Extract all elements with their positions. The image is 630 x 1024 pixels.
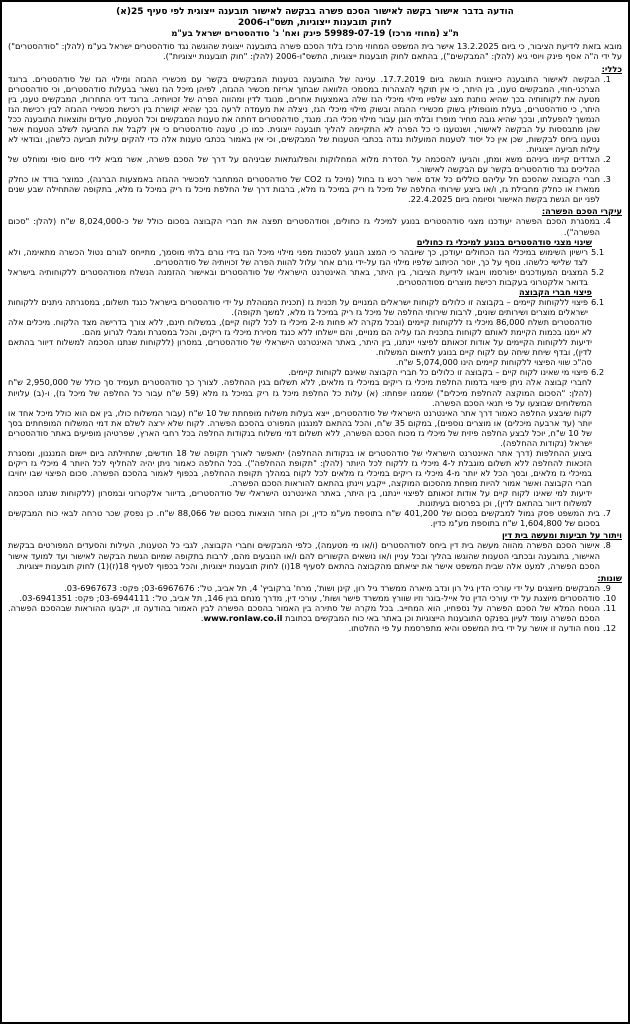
clause-number: 4. — [603, 216, 611, 227]
clause-6-2-paragraph: לקוח שיבצע החלפה כאמור דרך אתר האינטרנט הישראלי של סודהסטרים, ייצא בעלות משלוח מופחתת של 10 ש"ח (עבור המשלוח כולו, בין אם הוא כולל מיכל אחד או יותר (עד ארבעה מיכלים) או מוצרים נוספים), במקום 35 ש"ח, והכל בהתאם למנגנון המפורט בהסכם הפשרה. לקוח שלא ירצה לשלם את דמי המשלוח המופחתים בסך של 10 ש"ח, יוכל לבצע החלפה פיזית של מיכלי גז מכוח הסכם הפשרה, ללא תשלום דמי משלוח בנקודות החלפה בכל רחבי הארץ, שפרטיהן מופיעים באתר סודהסטרים ישראל (נקודות ההחלפה). — [8, 407, 592, 448]
clause-text: פיצוי ללקוחות קיימים – בקבוצה זו כלולים לקוחות ישראלים המנויים על תכנית גז (תכנית המנוהלת על ידי סודהסטרים בישראל כנגד תשלום, במסגרתה ניתנים ללקוחות ישראלים מוצרים ושירותים שונים, לרבות שירותי החלפה של מיכל גז ריק במיכל גז מלא, למשך תקופה). — [8, 296, 588, 318]
website-link[interactable]: www.ronlaw.co.il — [203, 612, 283, 623]
clause-number: 3. — [603, 174, 611, 185]
clause-6-2-paragraph: ביצוע ההחלפות (דרך אתר האינטרנט הישראלי של סודהסטרים או בנקודות ההחלפה) יתאפשר לאורך תקופה של 18 חודשים, שתחילתה ביום יישום המנגנון, ומסגרת הזכאות להחלפה ללא תשלום מוגבלת ל-4 מיכלי גז ללקוח לכל היותר (להלן: "תקופת ההחלפה"). בכל החלפה כאמור ניתן יהיה להחליף לכל היותר 4 מיכלי גז ריקים במיכלי גז מלאים, ובסך הכל לא יותר מ-4 מיכלי גז ריקים במיכלי גז מלאים לכל לקוח במהלך תקופת ההחלפה, בכפוף לאמור בהסכם הפשרה. סכום הפיצוי שבו יחויבו חברי הקבוצה ואשר אמור להיות מופחת מהסכום המוקצה, ייקבע ויינתן בהתאם להוראות הסכם הפשרה. — [8, 447, 592, 489]
clause-text: חברי הקבוצה שהסכם חל עליהם כוללים כל אדם אשר רכש גז בחול (מיכל גז CO2 של סודהסטרים המתחבר למכשיר ההגזה באמצעות הברגה), כמוצר בודד או כחלק ממארז או כחלק מחבילת גז, ו/או ביצע שירותי החלפה של מיכל גז ריק במיכל גז מלא, ברבות דרך של החלפת מיכל גז ריק במיכל גז מלא, בתקופה שהתחילה שבע שנים לפני יום הגשת בקשת האישור וסיומה ביום 22.4.2025. — [8, 174, 600, 205]
clause-4 — [8, 216, 622, 236]
clause-6-1-paragraph: סודהסטרים תשלח 86,000 מיכלי גז ללקוחות קיימים (ובכל מקרה לא פחות מ-2 מיכלי גז לכל לקוח קיים), במשלוח חינם, ללא צורך בדרישה מצד הלקוח. מיכלים אלה לא יימנו בכמות הקיימת לאותם לקוחות בתכנית הגז עליה הם מנויים, והם יישלחו ללא כנגד מסירת מיכלי גז ריקים, והכל במסגרת ומבלי לגרוע מהם. — [8, 317, 592, 338]
clause-text: הבקשה לאישור התובענה כייצוגית הוגשה ביום 17.7.2019. עניינה של התובענה בטענות המבקשים בקשר עם מכשירי ההגזה ומילוי הגז של סודהסטרים. ברוגד הצרכני-חוזי, המבקשים טענו, בין היתר, כי אין תוקף להצהרות במסמכי הלוואה שבתוך אריזת מכשיר ההגזה, לפיהן מיכל הגז נשאר בבעלות סודהסטרים, וכי סודהסטרים מטעה את לקוחותיה בכך שהיא נותנת מצג שלפיו מילוי מיכלי הגז שלה באמצעות אחרים, מנוגד לדין ומהווה הפרה של זכויותיה. ברוגד דיני התחרות, המבקשים טענו, בין היתר, כי סודהסטרים, בעלת מונופולין בשוק מכשירי ההגזה ובשוק מילוי מיכלי הגז, ניצלה את מעמדה לרעה בכך שהיא קושרת בין רכישת מכשירי ההגזה לבין רכישת הגז הנמשך להפעלתו, ובכך שהיא גובה מחיר מופרז ובלתי הוגן עבור מילוי מכלי הגז. מנגד, סודהסטרים דחתה את טענות המבקשים וכל הטענות, סעדים ותוצאות התובענה ככל שהן מתבססות על הבקשה לאישור, ושנטענו כי כל הפרה לא התקיימה להליך תובענה ייצוגית. כמו כן, טענה סודהסטרים כי אין לקבל את התביעה לשלב הטענות אשר נטענו ביחס לבקשות, שכן אין כל יסוד לטענות המועלות נגדה בכתבי הטענות של המבקשים, וכי אין באמור בכתבי טענות אלה כדי להקים עילות תביעה כלשהן, ובודאי לא עילות תביעה ייצוגיות. — [8, 73, 600, 155]
subheading-compensation: פיצוי חברי הקבוצה — [518, 286, 592, 297]
clause-12 — [8, 623, 622, 633]
clause-3 — [8, 174, 622, 204]
clause-10 — [8, 593, 622, 603]
notice-title: הודעה בדבר אישור בקשה לאישור הסכם פשרה בבקשה לאישור תובענה ייצוגית לפי סעיף 25(א) — [116, 7, 514, 17]
clause-5-2 — [8, 267, 622, 287]
clause-number: 2. — [603, 154, 611, 165]
case-caption: ת"צ (מחוזי מרכז) 59989-07-19 פינק ואח' נ' סודהסטרים ישראל בע"מ — [171, 28, 459, 39]
clause-9 — [8, 583, 622, 593]
section-heading-waiver: ויתור על תביעות ומעשה בית דין — [501, 530, 622, 541]
clause-text: הנוסח המלא של הסכם הפשרה על נספחיו, הוא המחייב. בכל מקרה של סתירה בין האמור בהסכם הפשרה לבין האמור בהודעה זו, יקבעו ההוראות שבהסכם הפשרה. הסכם הפשרה עומד לעיון בפנקס התובענות הייצוגיות וכן באתר באי כוח המבקשים בכתובת — [8, 602, 600, 623]
clause-number: 12. — [603, 622, 617, 633]
clause-number: 8. — [603, 540, 611, 551]
intro-paragraph: מובא בזאת לידיעת הציבור, כי ביום 13.2.2025 אישר בית המשפט המחוזי מרכז בלוד הסכם פשרה בתובענה ייצוגית שהוגשה נגד סודהסטרים ישראל בע"מ (להלן: "סודהסטרים") על ידי ה"ה אסף פינק ויוסי גיא (להלן: "המבקשים"), בהתאם לחוק תובענות ייצוגיות, התשס"ו-2006 (להלן: "חוק תובענות ייצוגיות"). — [8, 41, 622, 62]
clause-text: הצדדים קיימו ביניהם משא ומתן, והגיעו להסכמה על הסדרת מלוא המחלוקות והפלוגתאות שביניהם על דרך של הסכם פשרה, אשר מביא לידי סיום סופי ומוחלט של ההליכים נגד סודהסטרים בקשר עם הבקשה לאישור. — [8, 154, 600, 175]
clause-number: 6.2 — [591, 367, 605, 378]
notice-subtitle-law: לחוק תובענות ייצוגיות, תשס"ו-2006 — [237, 17, 393, 28]
clause-6-2 — [8, 367, 622, 377]
clause-number: 5.2 — [591, 266, 605, 277]
clause-number: 5.1 — [591, 246, 605, 257]
clause-6-1 — [8, 297, 622, 317]
clause-1 — [8, 74, 622, 155]
clause-number: 1. — [603, 73, 611, 84]
clause-6-2-paragraph: ידיעות למי שאינו לקוח קיים על אודות זכאותם לפיצוי יינתנו, בין היתר, באתר האינטרנט הישראלי של סודהסטרים, בדיוור אלקטרוני ובמסרון (ללקוחות שנתנו הסכמה למשלוח דיוור בהתאם לדין), וכן בפרסום בעיתונות. — [8, 488, 592, 509]
clause-5-1 — [8, 247, 622, 267]
section-heading-misc: שונות: — [597, 572, 622, 583]
clause-6-1-paragraph: ידיעות ללקוחות הקיימים על אודות זכאותם לפיצוי יינתנו, בין היתר, באתר האינטרנט הישראלי של סודהסטרים, במסרון (ללקוחות שנתנו הסכמה למשלוח דיוור בהתאם לדין), ובדף שיחת שיחה עם לקוח קיים בנוגע לתיאום המשלוח. — [8, 337, 592, 358]
section-heading-general: כללי: — [601, 63, 622, 74]
clause-text: בית המשפט פסק גמול למבקשים בסכום של 401,200 ש"ח בתוספת מע"מ כדין, וכן החזר הוצאות בסכום של 88,066 ש"ח. כן נפסק שכר טרחה לבאי כוח המבקשים בסכום של 1,604,800 ש"ח בתוספת מע"מ כדין. — [8, 508, 601, 529]
clause-6-1-paragraph: סה"כ שווי הפיצוי ללקוחות קיימים הינו 5,074,000 ש"ח. — [395, 357, 592, 368]
section-heading-main-terms: עיקרי הסכם הפשרה: — [541, 206, 622, 217]
clause-7 — [8, 508, 622, 528]
clause-number: 9. — [603, 582, 611, 593]
clause-text: נוסח הודעה זו אושר על ידי בית המשפט והיא מתפרסמת על פי החלטתו. — [348, 622, 600, 633]
clause-2 — [8, 154, 622, 174]
clause-text: פיצוי מי שאינו לקוח קיים – בקבוצה זו כלולים כל חברי הקבוצה שאינם לקוחות קיימים. — [288, 367, 588, 378]
clause-number: 7. — [603, 508, 611, 519]
clause-text: המצגים המעודכנים יפורסמו ויובאו לידיעת הציבור, בין היתר, באתר האינטרנט הישראלי של סודהסטרים ובאישור ההזמנה הנשלח מסודהסטרים ללקוחותיה בישראל בדואר אלקטרוני בעקבות רכישת מוצרים מסודהסטרים. — [8, 266, 588, 287]
clause-6-2-paragraph: לחברי קבוצה אלה ניתן פיצוי בדמות החלפת מיכלי גז ריקים במיכלי גז מלאים, ללא תשלום בגין ההחלפה. לצורך כך סודהסטרים תעמיד סך כולל של 2,950,000 ש"ח (להלן: "הסכום המוקצה להחלפת מיכלים") שממנו יופחתו: (א) עלות כל החלפת מיכל גז ריק במיכל גז מלא (59 ש"ח עבור כל החלפה של מיכל גז), ו-(ב) עלויות המשלוחים שבוצעו על פי תנאי הסכם הפשרה. — [8, 377, 592, 408]
clause-text: אישור הסכם הפשרה מהווה מעשה בית דין ביחס לסודהסטרים (ו/או מי מטעמה), כלפי המבקשים וחברי הקבוצה, לגבי כל הטענות, העילות והסעדים המפורטים בבקשת האישור, בתובענה ובכתבי הטענות שהוגשו בהליך ובכל עניין ו/או נושאים הקשורים להם ו/או הנובעים מהם, לרבות בתקופה שמיום הגשת הבקשה לאישור ועד למועד אישור הסכם הפשרה, למעט אלה שבית המשפט אישר את יציאתם מהקבוצה בהתאם לסעיף 18(ו) לחוק תובענות ייצוגיות, והכל בכפוף לסעיף 18(ז)(1) לחוק תובענות ייצוגיות. — [8, 540, 600, 571]
clause-text: המבקשים מיוצגים על ידי עורכי הדין גיל רון ונדב מיארה ממשרד גיל רון, קינן ושות', מרח' ברקוביץ' 4, תל אביב, טל': 03-6967676; פקס: 03-6967673. — [64, 582, 600, 593]
clause-text: רישיון השימוש במיכלי הגז הכחולים יעודכן, כך שיובהר כי המצג הנוגע לסכנות מפני מילוי מיכל הגז בידי גורם בלתי מוסמך, מתייחס לגורם נטול הכשרה מתאימה, ולא לצד שלישי כלשהו. נוסף על כך, יוסר הכיתוב שלפיו מילוי הגז על-ידי גורם אחר עלול להוות הפרה של זכויותיה של סודהסטרים. — [8, 246, 588, 267]
subheading-representations: שינוי מצגי סודהסטרים בנוגע למיכלי גז כחולים — [416, 236, 592, 247]
clause-number: 10. — [603, 592, 617, 603]
clause-text-with-link: הנוסח המלא של הסכם הפשרה על נספחיו, הוא המחייב. בכל מקרה של סתירה בין האמור בהסכם הפשרה לבין האמור בהודעה זו, יקבעו ההוראות שבהסכם הפשרה. הסכם הפשרה עומד לעיון בפנקס התובענות הייצוגיות וכן באתר באי כוח המבקשים בכתובת www.ronlaw.co.il. — [8, 602, 600, 623]
clause-number: 11. — [603, 602, 617, 613]
clause-text: סודהסטרים מיוצגת על ידי עורכי הדין טל אייל-בוגר וזיו שוורץ ממשרד פישר ושות', עורכי דין, מדרך מנחם בגין 146, תל אביב, טל': 03-6944111; פקס: 03-6941351. — [19, 592, 600, 603]
clause-text: במסגרת הסכם הפשרה יעודכנו מצגי סודהסטרים בנוגע למיכלי גז כחולים, וסודהסטרים תפצה את חברי הקבוצה בסכום כולל של כ-8,024,000 ש"ח (להלן: "סכום הפשרה"). — [8, 216, 600, 237]
clause-8 — [8, 540, 622, 570]
clause-number: 6.1 — [591, 296, 605, 307]
clause-11 — [8, 603, 622, 623]
